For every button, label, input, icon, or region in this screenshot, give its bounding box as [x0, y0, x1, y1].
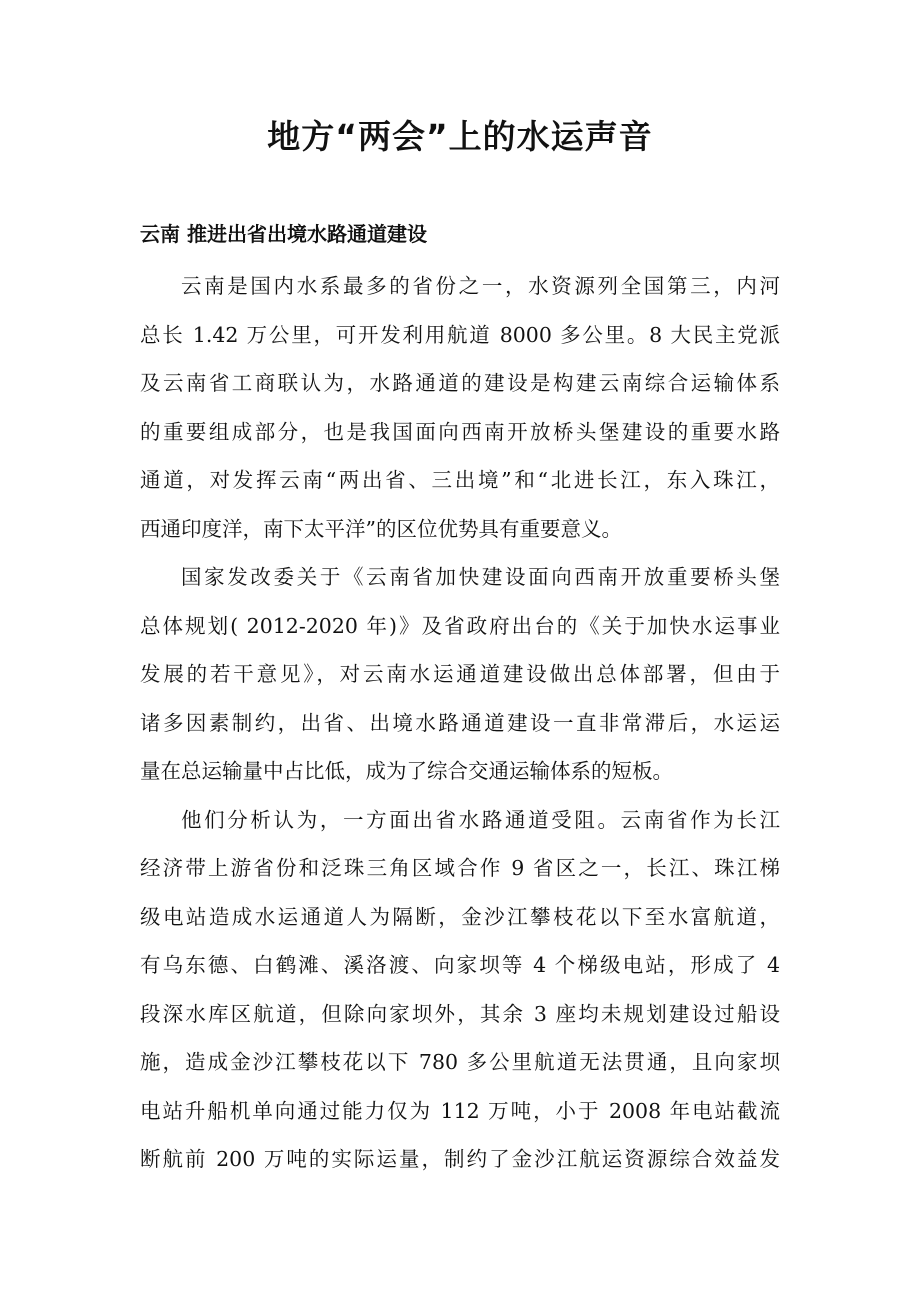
text-line: 经济带上游省份和泛珠三角区域合作 9 省区之一，长江、珠江梯 — [140, 856, 780, 880]
text-line: 量在总运输量中占比低，成为了综合交通运输体系的短板。 — [140, 759, 673, 783]
section-body — [140, 262, 780, 1184]
text-line: 的重要组成部分，也是我国面向西南开放桥头堡建设的重要水路 — [140, 419, 780, 444]
text-line: 发展的若干意见》，对云南水运通道建设做出总体部署，但由于 — [140, 662, 780, 686]
text-line: 他们分析认为，一方面出省水路通道受阻。云南省作为长江 — [181, 807, 780, 832]
text-line: 段深水库区航道，但除向家坝外，其余 3 座均未规划建设过船设 — [140, 1001, 780, 1026]
text-line: 总长 1.42 万公里，可开发利用航道 8000 多公里。8 大民主党派 — [140, 322, 780, 347]
text-line: 西通印度洋，南下太平洋”的区位优势具有重要意义。 — [140, 516, 622, 541]
paragraph-1 — [140, 262, 780, 553]
document-title: 地方“两会”上的水运声音 — [267, 117, 653, 156]
text-line: 施，造成金沙江攀枝花以下 780 多公里航道无法贯通，且向家坝 — [140, 1050, 780, 1074]
text-line: 诸多因素制约，出省、出境水路通道建设一直非常滞后，水运运 — [140, 710, 780, 735]
text-line: 断航前 200 万吨的实际运量，制约了金沙江航运资源综合效益发 — [140, 1147, 780, 1171]
paragraph-3 — [140, 796, 780, 1184]
text-line: 通道，对发挥云南“两出省、三出境”和“北进长江，东入珠江， — [140, 468, 780, 492]
paragraph-2 — [140, 553, 780, 796]
text-line: 有乌东德、白鹤滩、溪洛渡、向家坝等 4 个梯级电站，形成了 4 — [140, 953, 780, 977]
text-line: 云南是国内水系最多的省份之一，水资源列全国第三，内河 — [181, 274, 780, 298]
text-line: 总体规划( 2012-2020 年)》及省政府出台的《关于加快水运事业 — [140, 613, 780, 638]
text-line: 电站升船机单向通过能力仅为 112 万吨，小于 2008 年电站截流 — [140, 1098, 780, 1123]
text-line: 及云南省工商联认为，水路通道的建设是构建云南综合运输体系 — [140, 371, 780, 395]
text-line: 国家发改委关于《云南省加快建设面向西南开放重要桥头堡 — [181, 565, 780, 589]
section-heading: 云南 推进出省出境水路通道建设 — [140, 222, 427, 246]
text-line: 级电站造成水运通道人为隔断，金沙江攀枝花以下至水富航道， — [140, 904, 780, 929]
